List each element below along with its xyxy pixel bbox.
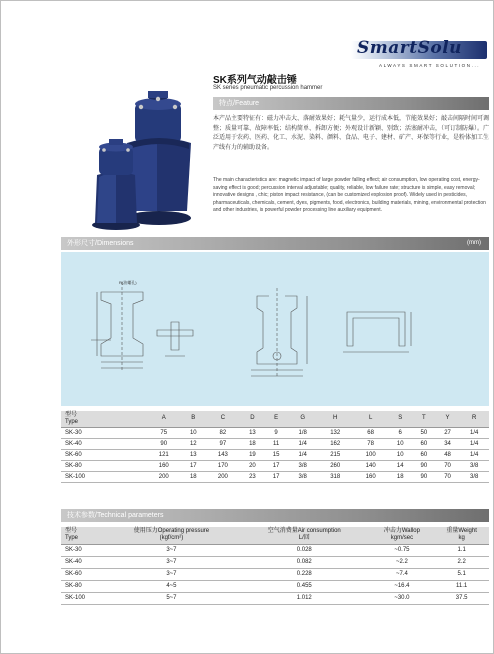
table-cell: 140 [353, 460, 388, 471]
table-cell: 27 [436, 427, 460, 438]
table-cell: 3~7 [104, 568, 239, 580]
col-header: L [353, 411, 388, 427]
table-cell: 132 [317, 427, 352, 438]
logo-text: SmartSolu [357, 38, 463, 58]
product-photo [61, 83, 211, 233]
col-header: C [205, 411, 240, 427]
table-cell: 3~7 [104, 544, 239, 556]
table-cell: 18 [241, 438, 265, 449]
table-cell: 1.012 [239, 592, 370, 604]
table-cell: 3/8 [288, 471, 318, 482]
tech-col-header-en: kgm/sec [390, 535, 414, 542]
table-cell: 100 [353, 449, 388, 460]
table-cell: 90 [146, 438, 181, 449]
feature-section-header: 特点/Feature [213, 97, 489, 110]
table-cell: 60 [412, 438, 436, 449]
table-cell: 9 [264, 427, 288, 438]
table-cell: 13 [241, 427, 265, 438]
table-cell: 200 [146, 471, 181, 482]
table-cell: 1/8 [288, 427, 318, 438]
table-cell: 10 [388, 438, 412, 449]
drawing-label: R(油螺孔) [119, 280, 137, 285]
model-cell: SK-100 [61, 471, 146, 482]
technical-table-body [61, 544, 489, 604]
table-cell: 10 [388, 449, 412, 460]
table-cell: 60 [412, 449, 436, 460]
table-cell: 90 [412, 471, 436, 482]
table-cell: 17 [264, 471, 288, 482]
table-cell: 75 [146, 427, 181, 438]
type-header [61, 411, 146, 427]
tech-col-header [239, 527, 370, 544]
type-header-cn: 型号 [65, 411, 78, 418]
tech-col-header-en: Type [65, 535, 79, 542]
model-cell: SK-40 [61, 438, 146, 449]
table-row [61, 556, 489, 568]
col-header: H [317, 411, 352, 427]
table-cell: 1/4 [288, 438, 318, 449]
table-cell: 318 [317, 471, 352, 482]
hammer-small-icon [92, 139, 140, 230]
feature-text-cn: 本产品主要特征有：磁力冲击大、落耐效果好；耗气量少，运行成本低，节能效果好；敲击间隔时间可调整；质量可靠、故障率低；结构简单、拆卸方便；外观设计新颖、别致；活塞耐冲击，（可订制防爆）。广泛适用于农药、医药、化工、水泥、染料、颜料、食品、电子、建材、矿产、环保等行业，是粉体加工生产线有力的辅助设备。 [213, 116, 490, 151]
table-cell: 160 [353, 471, 388, 482]
table-cell: 3/8 [288, 460, 318, 471]
tech-col-header [370, 527, 435, 544]
type-header-en: Type [65, 418, 79, 425]
col-header: T [412, 411, 436, 427]
col-header: Y [436, 411, 460, 427]
table-cell: 11 [264, 438, 288, 449]
col-header: S [388, 411, 412, 427]
technical-section-header: 技术参数/Technical parameters [61, 509, 489, 522]
table-cell: 78 [353, 438, 388, 449]
table-cell: 5~7 [104, 592, 239, 604]
table-cell: 1.1 [434, 544, 489, 556]
table-cell: 20 [241, 460, 265, 471]
tech-col-header-cn: 重量Weight [446, 528, 477, 535]
model-cell: SK-30 [61, 427, 146, 438]
table-cell: 23 [241, 471, 265, 482]
table-row [61, 592, 489, 604]
table-cell: 19 [241, 449, 265, 460]
table-row [61, 427, 489, 438]
table-cell: 3/8 [459, 471, 489, 482]
table-cell: 2.2 [434, 556, 489, 568]
table-cell: 18 [181, 471, 205, 482]
table-cell: 70 [436, 471, 460, 482]
table-cell: 90 [412, 460, 436, 471]
col-header: B [181, 411, 205, 427]
table-cell: 17 [181, 460, 205, 471]
model-cell: SK-30 [61, 544, 104, 556]
feature-text-en: The main characteristics are: magnetic impact of large powder falling effect; air consumption, low operating cost, energy-saving effect is good; percussion interval adjustable; quality, reliable, low failure rate; structure is simple, easy removal; innovative designs , chic; piston impact resistance, (can be customized explosion proof). Widely used in pesticides, pharmaceuticals, chemicals, cement, dyes, pigments, food, electronics, building materials, mining, environmental protection and other industries, is powerful powder processing line auxiliary equipment. [213, 177, 486, 214]
table-cell: 260 [317, 460, 352, 471]
dimensions-table [61, 411, 489, 483]
col-header: A [146, 411, 181, 427]
tech-col-header [61, 527, 104, 544]
col-header: R [459, 411, 489, 427]
table-cell: ~16.4 [370, 580, 435, 592]
dimensions-section-header [61, 237, 489, 250]
table-cell: 1/4 [459, 449, 489, 460]
model-cell: SK-40 [61, 556, 104, 568]
table-cell: 70 [436, 460, 460, 471]
table-cell: 4~5 [104, 580, 239, 592]
dimension-drawing [61, 252, 489, 406]
dimensions-heading: 外形尺寸/Dimensions [67, 240, 134, 247]
table-cell: 50 [412, 427, 436, 438]
table-cell: 17 [264, 460, 288, 471]
table-cell: 1/4 [459, 427, 489, 438]
model-cell: SK-60 [61, 568, 104, 580]
tech-col-header-cn: 空气消费量Air consumption [267, 528, 341, 535]
table-cell: 18 [388, 471, 412, 482]
table-row [61, 438, 489, 449]
dimensions-table-body [61, 427, 489, 482]
table-cell: ~0.75 [370, 544, 435, 556]
table-cell: 0.028 [239, 544, 370, 556]
col-header: G [288, 411, 318, 427]
table-cell: 34 [436, 438, 460, 449]
model-cell: SK-80 [61, 460, 146, 471]
table-cell: 11.1 [434, 580, 489, 592]
model-cell: SK-100 [61, 592, 104, 604]
col-header: D [241, 411, 265, 427]
model-cell: SK-60 [61, 449, 146, 460]
tech-col-header-en: (kgf/cm²) [159, 535, 184, 542]
technical-table-header [61, 527, 489, 544]
table-cell: ~7.4 [370, 568, 435, 580]
table-cell: 143 [205, 449, 240, 460]
logo-tagline: ALWAYS SMART SOLUTION... [379, 63, 481, 68]
tech-col-header-cn: 使用压力Operating pressure [133, 528, 210, 535]
table-cell: 5.1 [434, 568, 489, 580]
brand-logo [351, 25, 487, 75]
table-cell: 97 [205, 438, 240, 449]
table-row [61, 471, 489, 482]
table-cell: 15 [264, 449, 288, 460]
hammer-large-icon [127, 91, 191, 225]
tech-col-header-cn: 型号 [65, 528, 78, 535]
product-title-cn: SK系列气动敲击锤 [213, 75, 297, 86]
tech-col-header [104, 527, 239, 544]
table-cell: 48 [436, 449, 460, 460]
table-cell: 160 [146, 460, 181, 471]
table-cell: 37.5 [434, 592, 489, 604]
table-cell: 200 [205, 471, 240, 482]
table-cell: 3/8 [459, 460, 489, 471]
table-cell: 6 [388, 427, 412, 438]
table-cell: 0.082 [239, 556, 370, 568]
table-cell: ~2.2 [370, 556, 435, 568]
table-row [61, 449, 489, 460]
model-cell: SK-80 [61, 580, 104, 592]
table-cell: 1/4 [459, 438, 489, 449]
table-cell: 10 [181, 427, 205, 438]
tech-col-header [434, 527, 489, 544]
tech-col-header-en: L/回 [298, 535, 310, 542]
dimensions-table-header [61, 411, 489, 427]
table-cell: 82 [205, 427, 240, 438]
table-cell: 162 [317, 438, 352, 449]
table-cell: 13 [181, 449, 205, 460]
table-cell: 14 [388, 460, 412, 471]
table-cell: 121 [146, 449, 181, 460]
table-row [61, 568, 489, 580]
table-cell: 12 [181, 438, 205, 449]
table-cell: 0.228 [239, 568, 370, 580]
table-cell: 68 [353, 427, 388, 438]
product-title-en: SK series pneumatic percussion hammer [213, 85, 323, 91]
tech-col-header-en: kg [458, 535, 465, 542]
table-row [61, 580, 489, 592]
table-cell: 1/4 [288, 449, 318, 460]
table-cell: 170 [205, 460, 240, 471]
col-header: E [264, 411, 288, 427]
table-row [61, 544, 489, 556]
dimensions-unit: (mm) [467, 240, 481, 246]
table-cell: 3~7 [104, 556, 239, 568]
table-cell: 215 [317, 449, 352, 460]
table-row [61, 460, 489, 471]
tech-col-header-cn: 冲击力Wallop [383, 528, 420, 535]
table-cell: 0.455 [239, 580, 370, 592]
table-cell: ~30.0 [370, 592, 435, 604]
technical-table [61, 527, 489, 605]
